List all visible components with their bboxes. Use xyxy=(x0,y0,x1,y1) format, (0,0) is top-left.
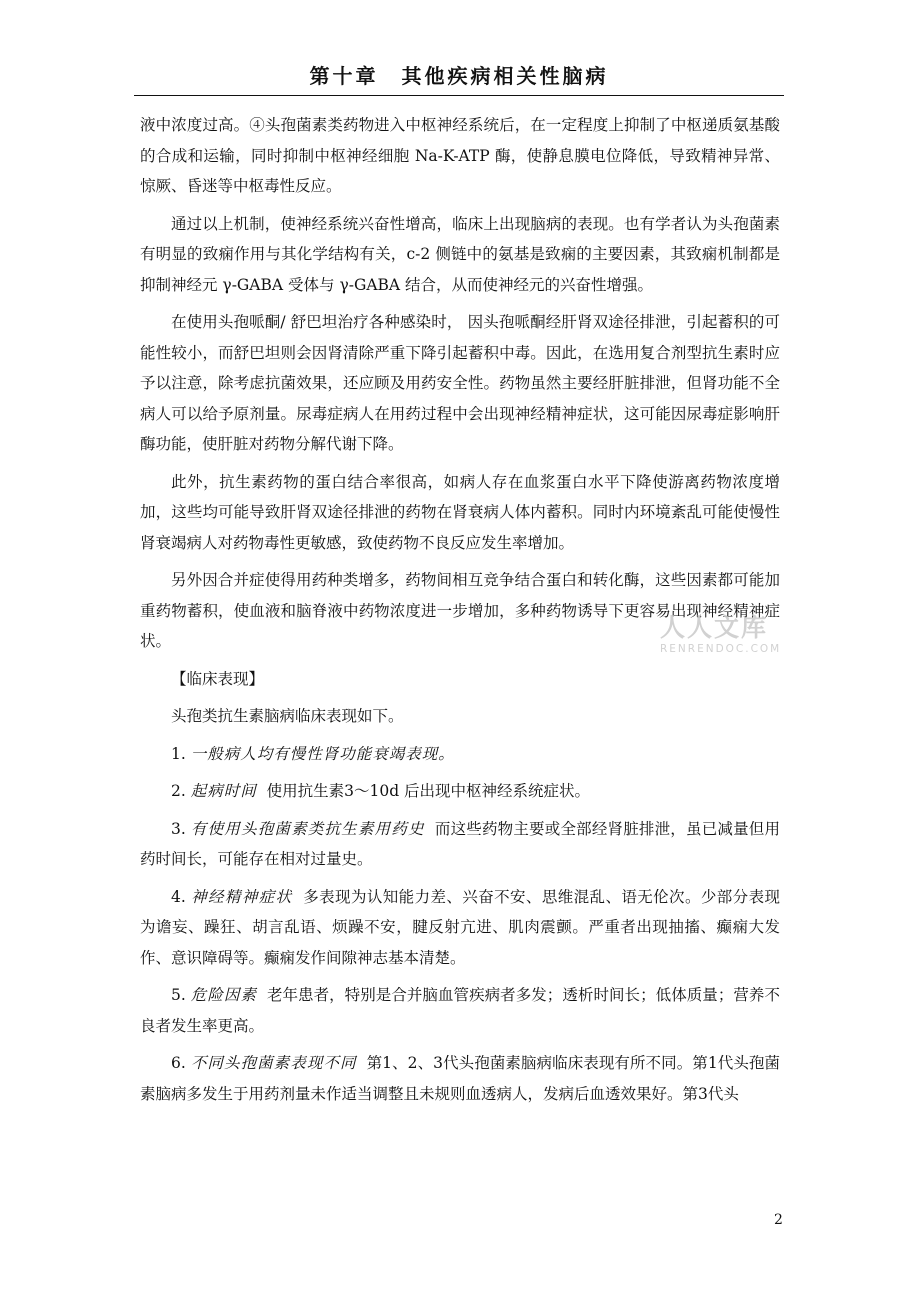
list-item xyxy=(140,739,780,770)
section-heading: 【临床表现】 xyxy=(171,669,265,688)
document-body xyxy=(140,110,780,1116)
item-text: 使用抗生素3～10d 后出现中枢神经系统症状。 xyxy=(266,782,591,800)
item-text: 而这些药物主要或全部经肾脏排泄，虽已减量但用药时间长，可能存在相对过量史。 xyxy=(140,819,780,868)
paragraph-3: 在使用头孢哌酮/ 舒巴坦治疗各种感染时， 因头孢哌酮经肝肾双途径排泄，引起蓄积的可能性较小，而舒巴坦则会因肾清除严重下降引起蓄积中毒。因此，在选用复合剂型抗生素时应予以注意，除考虑抗菌效果，还应顾及用药安全性。药物虽然主要经肝脏排泄，但肾功能不全病人可以给予原剂量。尿毒症病人在用药过程中会出现神经精神症状，这可能因尿毒症影响肝酶功能，使肝脏对药物分解代谢下降。 xyxy=(140,313,780,453)
watermark-subtext: RENRENDOC.COM xyxy=(660,643,782,655)
item-text: 老年患者，特别是合并脑血管疾病者多发；透析时间长；低体质量；营养不良者发生率更高。 xyxy=(140,986,780,1035)
paragraph-4: 此外，抗生素药物的蛋白结合率很高，如病人存在血浆蛋白水平下降使游离药物浓度增加，这些均可能导致肝肾双途径排泄的药物在肾衰病人体内蓄积。同时内环境紊乱可能使慢性肾衰竭病人对药物毒性更敏感，致使药物不良反应发生率增加。 xyxy=(140,472,780,552)
item-term: 神经精神症状 xyxy=(191,887,293,906)
chapter-header: 第十章 其他疾病相关性脑病 xyxy=(309,64,609,88)
list-item xyxy=(140,882,780,974)
item-term: 不同头孢菌素表现不同 xyxy=(190,1054,357,1072)
section-intro: 头孢类抗生素脑病临床表现如下。 xyxy=(171,707,404,725)
list-item xyxy=(140,814,780,875)
list-item xyxy=(140,1048,780,1109)
item-number: 2. xyxy=(171,782,186,800)
paragraph-5: 另外因合并症使得用药种类增多，药物间相互竞争结合蛋白和转化酶，这些因素都可能加重药物蓄积，使血液和脑脊液中药物浓度进一步增加，多种药物诱导下更容易出现神经精神症状。 xyxy=(140,571,780,650)
paragraph-2: 通过以上机制，使神经系统兴奋性增高，临床上出现脑病的表现。也有学者认为头孢菌素有明显的致痫作用与其化学结构有关，c-2 侧链中的氨基是致痫的主要因素，其致痫机制都是抑制神经元 γ-GABA 受体与 γ-GABA 结合，从而使神经元的兴奋性增强。 xyxy=(140,214,780,294)
item-text: 第1、2、3代头孢菌素脑病临床表现有所不同。第1代头孢菌素脑病多发生于用药剂量未作适当调整且未规则血透病人，发病后血透效果好。第3代头 xyxy=(140,1054,781,1103)
item-term: 一般病人均有慢性肾功能衰竭表现。 xyxy=(190,744,455,763)
paragraph-1: 液中浓度过高。④头孢菌素类药物进入中枢神经系统后，在一定程度上抑制了中枢递质氨基酸的合成和运输，同时抑制中枢神经细胞 Na-K-ATP 酶，使静息膜电位降低，导致精神异常、惊厥、昏迷等中枢毒性反应。 xyxy=(140,116,780,195)
item-number: 1. xyxy=(171,744,186,763)
item-term: 危险因素 xyxy=(190,986,257,1004)
item-term: 起病时间 xyxy=(190,782,257,800)
item-number: 5. xyxy=(171,986,186,1004)
list-item xyxy=(140,776,780,807)
item-text: 多表现为认知能力差、兴奋不安、思维混乱、语无伦次。少部分表现为谵妄、躁狂、胡言乱语、烦躁不安，腱反射亢进、肌肉震颤。严重者出现抽搐、癫痫大发作、意识障碍等。癫痫发作间隙神志基本清楚。 xyxy=(140,887,780,967)
watermark-logo-text: 人人文库 xyxy=(660,613,769,642)
item-number: 4. xyxy=(171,887,186,906)
page-number: 2 xyxy=(774,1212,783,1228)
header-rule xyxy=(134,95,784,96)
item-number: 3. xyxy=(171,819,186,838)
item-term: 有使用头孢菌素类抗生素用药史 xyxy=(190,819,425,838)
list-item xyxy=(140,980,780,1041)
item-number: 6. xyxy=(171,1054,186,1072)
